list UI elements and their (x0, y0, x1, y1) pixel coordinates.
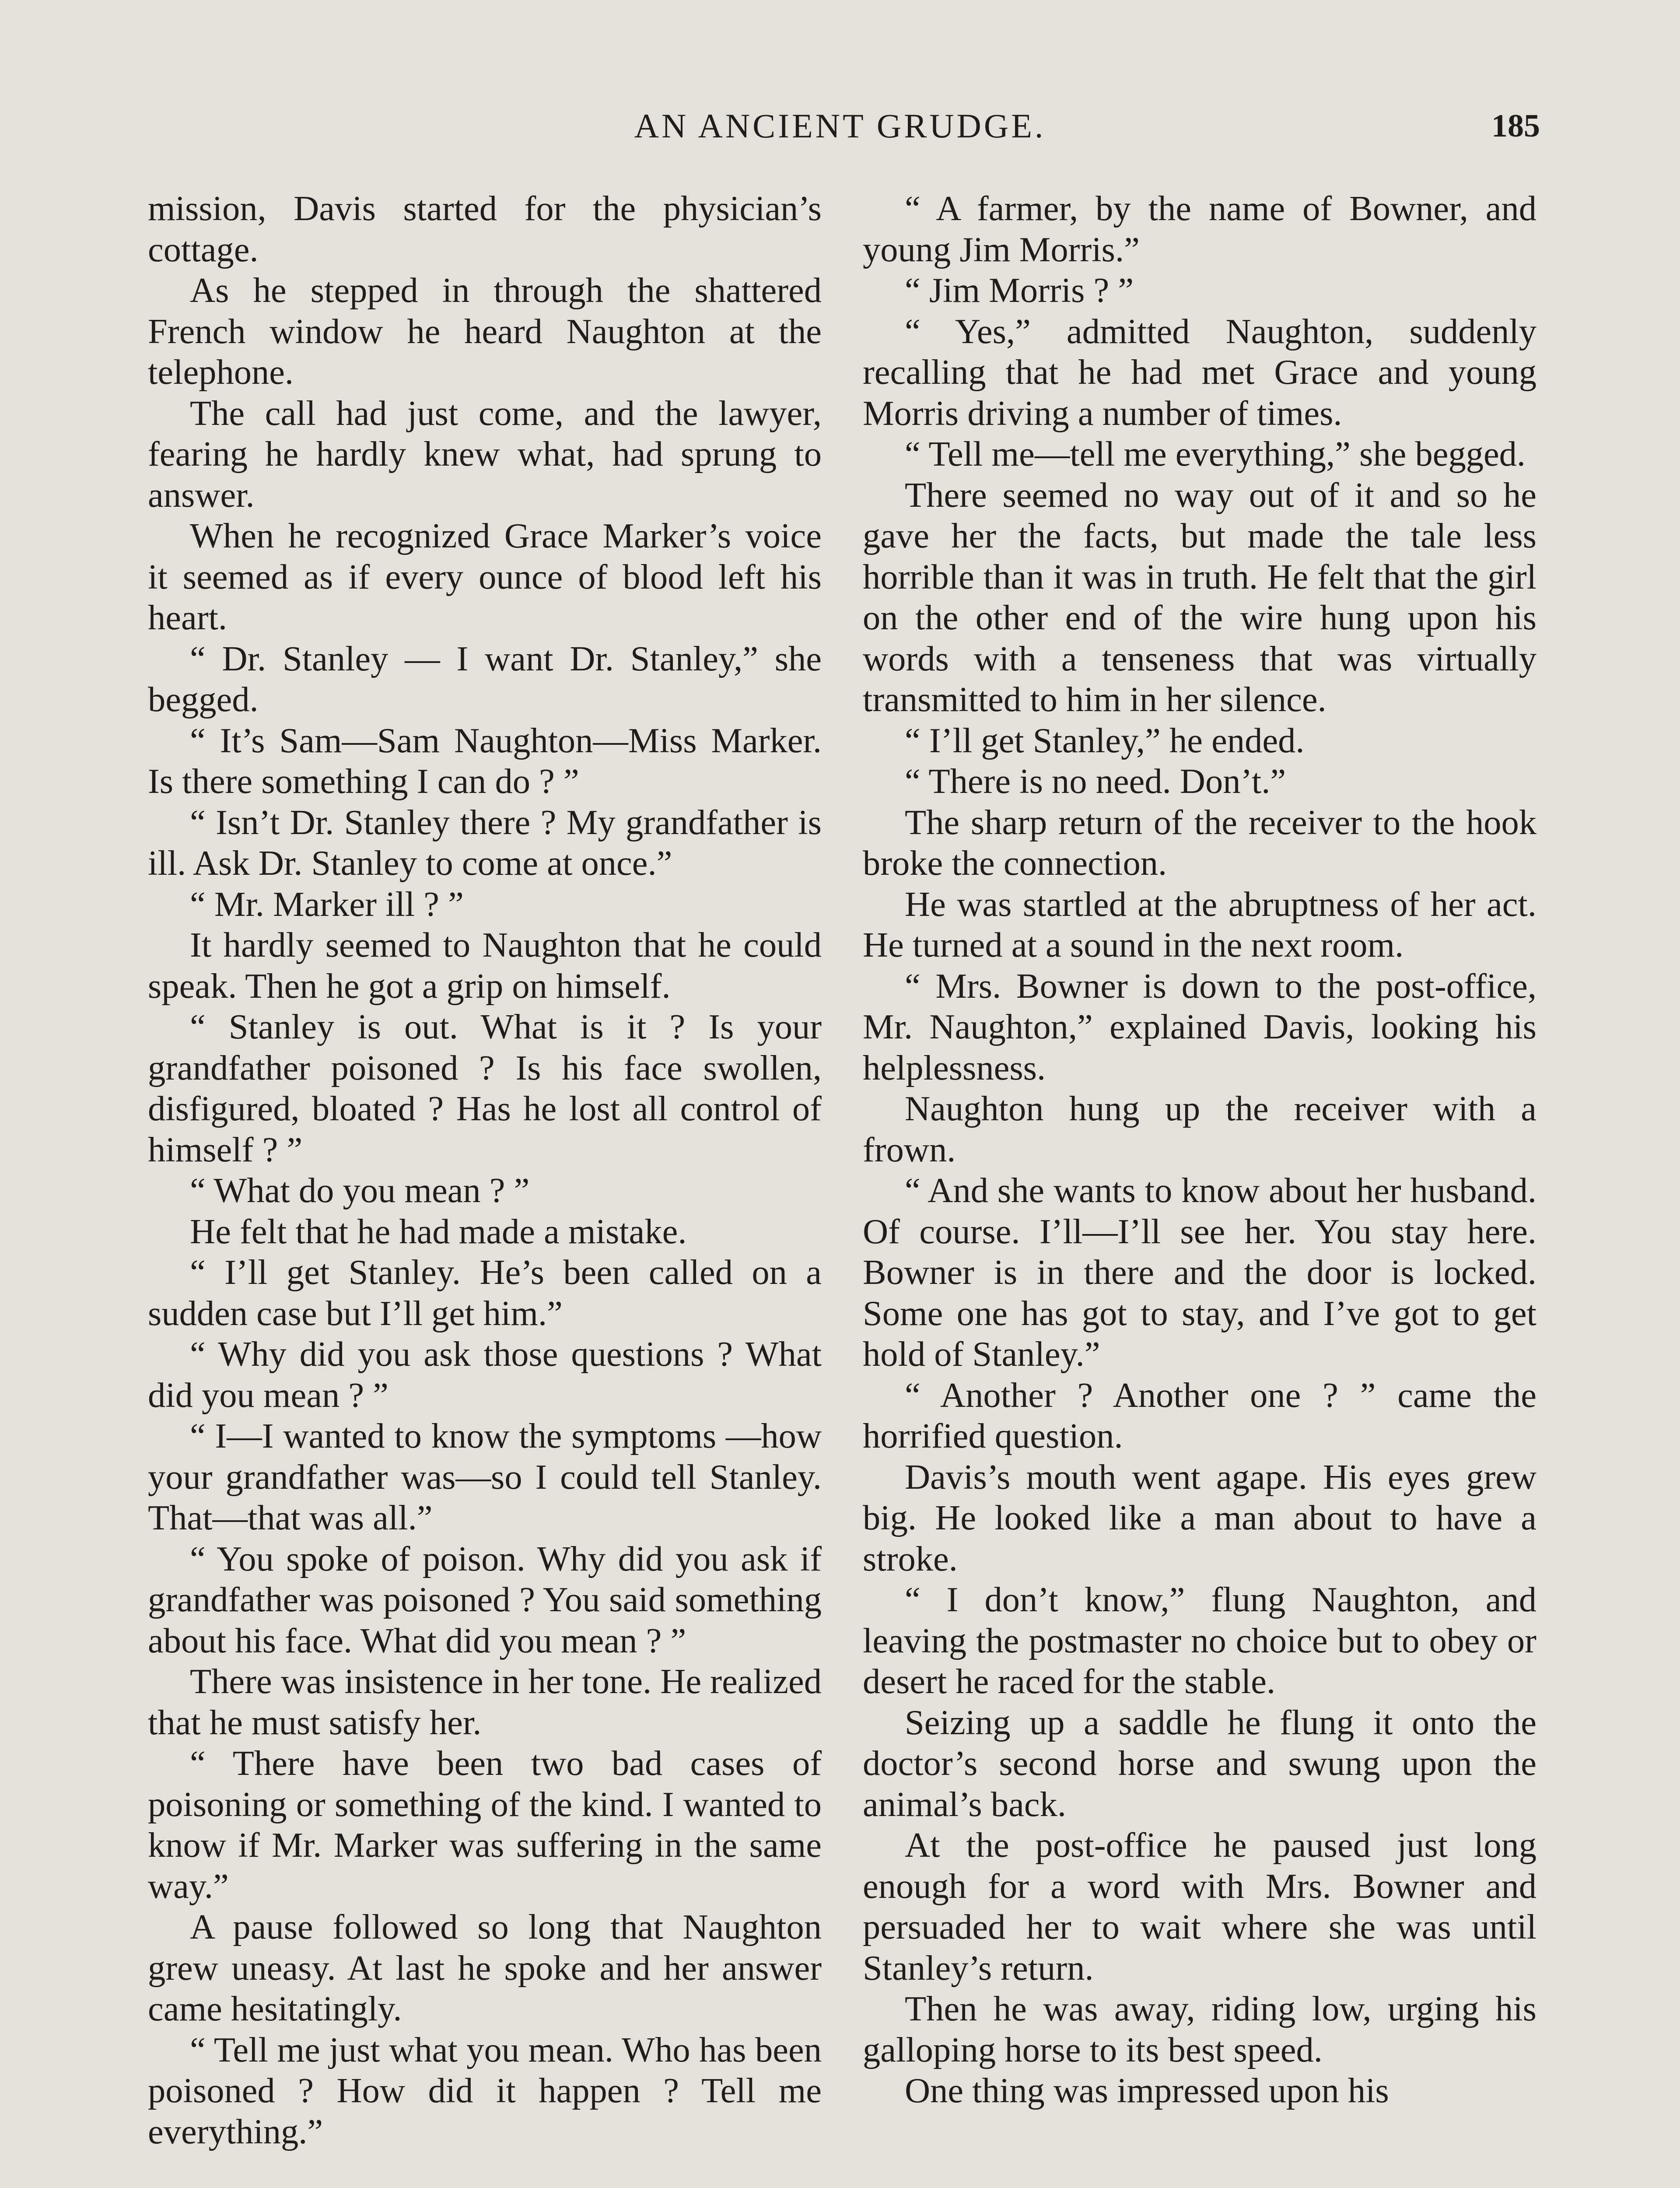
page-header (140, 100, 1540, 152)
paragraph: “ Isn’t Dr. Stanley there ? My grandfather is ill. Ask Dr. Stanley to come at once.” (148, 803, 822, 883)
paragraph: Davis’s mouth went agape. His eyes grew big. He looked like a man about to have a stroke. (863, 1457, 1536, 1578)
paragraph: “ I’ll get Stanley. He’s been called on a sudden case but I’ll get him.” (148, 1253, 822, 1333)
paragraph: There seemed no way out of it and so he gave her the facts, but made the tale less horrible than it was in truth. He felt that the girl on the other end of the wire hung upon his words with a tenseness that was virtually transmitted to him in her silence. (863, 475, 1536, 719)
paragraph: “ It’s Sam—Sam Naughton—Miss Marker. Is there something I can do ? ” (148, 721, 822, 801)
running-title: AN ANCIENT GRUDGE. (634, 107, 1046, 145)
paragraph: “ Mr. Marker ill ? ” (190, 884, 464, 924)
paragraph: “ Dr. Stanley — I want Dr. Stanley,” she begged. (148, 639, 822, 719)
paragraph: “ What do you mean ? ” (190, 1171, 530, 1210)
paragraph: “ I’ll get Stanley,” he ended. (905, 721, 1305, 760)
paragraph: “ Tell me just what you mean. Who has been poisoned ? How did it happen ? Tell me everything.” (148, 2030, 822, 2151)
right-column (863, 188, 1536, 2111)
paragraph: “ I don’t know,” flung Naughton, and leaving the postmaster no choice but to obey or desert he raced for the stable. (863, 1580, 1536, 1701)
paragraph: “ There have been two bad cases of poisoning or something of the kind. I wanted to know if Mr. Marker was suffering in the same way.” (148, 1744, 822, 1906)
paragraph: “ Stanley is out. What is it ? Is your grandfather poisoned ? Is his face swollen, disfigured, bloated ? Has he lost all control of himself ? ” (148, 1007, 822, 1169)
paragraph: The sharp return of the receiver to the hook broke the connection. (863, 803, 1536, 883)
paragraph: “ Mrs. Bowner is down to the post-office, Mr. Naughton,” explained Davis, looking his helplessness. (863, 966, 1536, 1087)
paragraph: At the post-office he paused just long enough for a word with Mrs. Bowner and persuaded her to wait where she was until Stanley’s return. (863, 1826, 1536, 1988)
paragraph: He felt that he had made a mistake. (190, 1212, 687, 1251)
paragraph: “ And she wants to know about her husband. Of course. I’ll—I’ll see her. You stay here. Bowner is in there and the door is locked. Some one has got to stay, and I’ve got to get hold of Stanley.” (863, 1171, 1536, 1374)
paragraph: It hardly seemed to Naughton that he could speak. Then he got a grip on himself. (148, 926, 822, 1006)
paragraph: He was startled at the abruptness of her act. He turned at a sound in the next room. (863, 884, 1536, 964)
paragraph: Naughton hung up the receiver with a frown. (863, 1089, 1536, 1169)
paragraph: Seizing up a saddle he flung it onto the doctor’s second horse and swung upon the animal’s back. (863, 1703, 1536, 1824)
paragraph: When he recognized Grace Marker’s voice it seemed as if every ounce of blood left his heart. (148, 516, 822, 637)
paragraph: As he stepped in through the shattered French window he heard Naughton at the telephone. (148, 271, 822, 392)
paragraph: One thing was impressed upon his (905, 2071, 1389, 2110)
paragraph: “ A farmer, by the name of Bowner, and young Jim Morris.” (863, 189, 1536, 269)
left-column (148, 188, 822, 2152)
paragraph: mission, Davis started for the physician’s cottage. (148, 189, 822, 269)
paragraph: The call had just come, and the lawyer, fearing he hardly knew what, had sprung to answer. (148, 393, 822, 515)
paragraph: “ Jim Morris ? ” (905, 271, 1134, 310)
paragraph: There was insistence in her tone. He realized that he must satisfy her. (148, 1662, 822, 1742)
paragraph: “ I—I wanted to know the symptoms —how your grandfather was—so I could tell Stanley. That—that was all.” (148, 1417, 822, 1537)
paragraph: “ There is no need. Don’t.” (905, 762, 1286, 801)
paragraph: Then he was away, riding low, urging his galloping horse to its best speed. (863, 1989, 1536, 2069)
paragraph: “ Tell me—tell me everything,” she begged. (905, 435, 1526, 473)
paragraph: “ Another ? Another one ? ” came the horrified question. (863, 1375, 1536, 1455)
paragraph: A pause followed so long that Naughton grew uneasy. At last he spoke and her answer came hesitatingly. (148, 1907, 822, 2028)
paragraph: “ Yes,” admitted Naughton, suddenly recalling that he had met Grace and young Morris driving a number of times. (863, 312, 1536, 433)
paragraph: “ You spoke of poison. Why did you ask if grandfather was poisoned ? You said something about his face. What did you mean ? ” (148, 1539, 822, 1660)
page-number: 185 (1491, 108, 1540, 144)
paragraph: “ Why did you ask those questions ? What did you mean ? ” (148, 1335, 822, 1415)
